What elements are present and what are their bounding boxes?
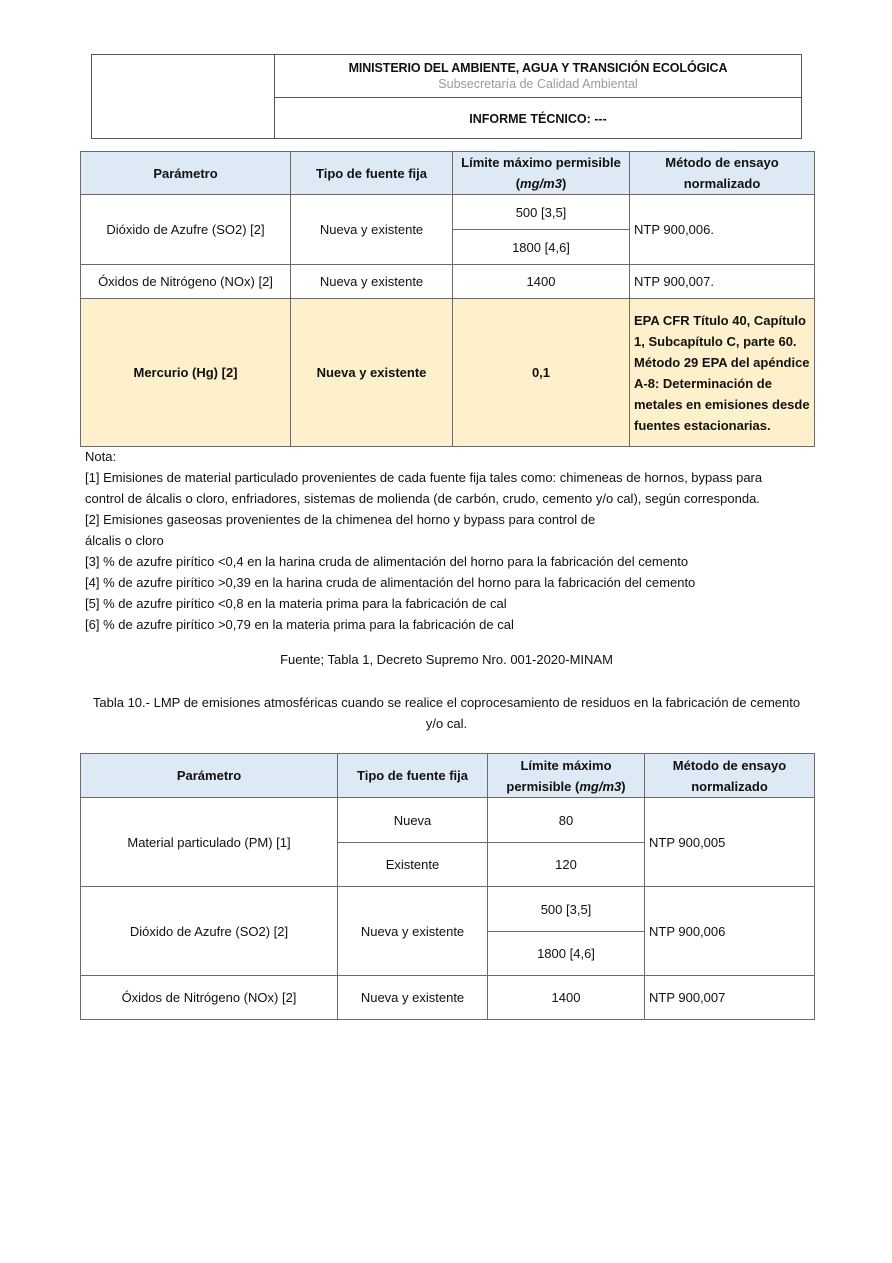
cell-method: NTP 900,007. [630, 265, 815, 299]
cell-limit: 1800 [4,6] [488, 932, 645, 976]
notes-section [85, 446, 815, 635]
cell-method: NTP 900,006. [630, 195, 815, 265]
cell-source-type: Nueva y existente [338, 976, 488, 1020]
note-line: control de álcalis o cloro, enfriadores, sistemas de molienda (de carbón, crudo, cemento y/o cal), según corresponda. [85, 491, 760, 506]
subsecretary-subtitle: Subsecretaría de Calidad Ambiental [438, 77, 638, 91]
col-header-source-type: Tipo de fuente fija [291, 152, 453, 195]
header-report-cell [275, 98, 801, 138]
table-row [81, 887, 815, 932]
cell-source-type: Nueva y existente [291, 195, 453, 265]
col-header-limit: Límite máximo permisible (mg/m3) [453, 152, 630, 195]
col-header-method: Método de ensayo normalizado [645, 754, 815, 798]
cell-method: NTP 900,005 [645, 798, 815, 887]
report-title: INFORME TÉCNICO: --- [469, 112, 607, 126]
cell-limit: 1400 [488, 976, 645, 1020]
limit-header-text: Límite máximo permisible [461, 155, 621, 170]
note-line: [1] Emisiones de material particulado provenientes de cada fuente fija tales como: chimeneas de hornos, bypass para [85, 470, 763, 485]
note-line: [5] % de azufre pirítico <0,8 en la materia prima para la fabricación de cal [85, 596, 507, 611]
cell-limit: 1400 [453, 265, 630, 299]
cell-source-type: Nueva [338, 798, 488, 843]
limit-header-text-2: permisible [506, 778, 572, 794]
table-header-row [81, 152, 815, 195]
cell-limit: 500 [3,5] [453, 195, 630, 230]
table-row [81, 195, 815, 230]
cell-parameter: Dióxido de Azufre (SO2) [2] [81, 195, 291, 265]
cell-source-type: Nueva y existente [291, 265, 453, 299]
note-line: [4] % de azufre pirítico >0,39 en la harina cruda de alimentación del horno para la fabricación del cemento [85, 575, 696, 590]
note-line: [3] % de azufre pirítico <0,4 en la harina cruda de alimentación del horno para la fabricación del cemento [85, 554, 689, 569]
table-row [81, 265, 815, 299]
cell-source-type: Existente [338, 843, 488, 887]
document-header [91, 54, 802, 139]
cell-parameter: Mercurio (Hg) [2] [81, 299, 291, 447]
notes-title: Nota: [85, 449, 117, 464]
cell-limit: 500 [3,5] [488, 887, 645, 932]
logo-placeholder [92, 55, 275, 138]
emission-limits-table-2 [80, 753, 815, 1020]
limit-header-text: Límite máximo [520, 757, 612, 773]
note-line: [6] % de azufre pirítico >0,79 en la materia prima para la fabricación de cal [85, 617, 514, 632]
note-line: [2] Emisiones gaseosas provenientes de la chimenea del horno y bypass para control de [85, 512, 596, 527]
cell-parameter: Óxidos de Nitrógeno (NOx) [2] [81, 976, 338, 1020]
col-header-method: Método de ensayo normalizado [630, 152, 815, 195]
cell-limit: 1800 [4,6] [453, 230, 630, 265]
table-header-row [81, 754, 815, 798]
limit-unit: mg/m3 [520, 176, 562, 191]
col-header-source-type: Tipo de fuente fija [338, 754, 488, 798]
cell-method: NTP 900,006 [645, 887, 815, 976]
col-header-parameter: Parámetro [81, 754, 338, 798]
emission-limits-table-1 [80, 151, 815, 447]
ministry-title: MINISTERIO DEL AMBIENTE, AGUA Y TRANSICIÓN ECOLÓGICA [348, 61, 728, 75]
cell-source-type: Nueva y existente [338, 887, 488, 976]
table-row [81, 976, 815, 1020]
cell-limit: 0,1 [453, 299, 630, 447]
table-caption: Tabla 10.- LMP de emisiones atmosféricas cuando se realice el coprocesamiento de residuos en la fabricación de cemento y/o cal. [92, 695, 801, 731]
cell-parameter: Óxidos de Nitrógeno (NOx) [2] [81, 265, 291, 299]
table-row-highlighted [81, 299, 815, 447]
col-header-limit: Límite máximo permisible (mg/m3) [488, 754, 645, 798]
cell-source-type: Nueva y existente [291, 299, 453, 447]
source-citation: Fuente; Tabla 1, Decreto Supremo Nro. 001-2020-MINAM [280, 652, 613, 667]
table-row [81, 798, 815, 843]
cell-limit: 80 [488, 798, 645, 843]
cell-parameter: Dióxido de Azufre (SO2) [2] [81, 887, 338, 976]
limit-unit: mg/m3 [579, 778, 622, 794]
cell-method: EPA CFR Título 40, Capítulo 1, Subcapítulo C, parte 60. Método 29 EPA del apéndice A-8: Determinación de metales en emisiones desde fuentes estacionarias. [630, 299, 815, 447]
col-header-parameter: Parámetro [81, 152, 291, 195]
note-line: álcalis o cloro [85, 533, 164, 548]
cell-limit: 120 [488, 843, 645, 887]
header-title-cell [275, 55, 801, 98]
cell-parameter: Material particulado (PM) [1] [81, 798, 338, 887]
cell-method: NTP 900,007 [645, 976, 815, 1020]
